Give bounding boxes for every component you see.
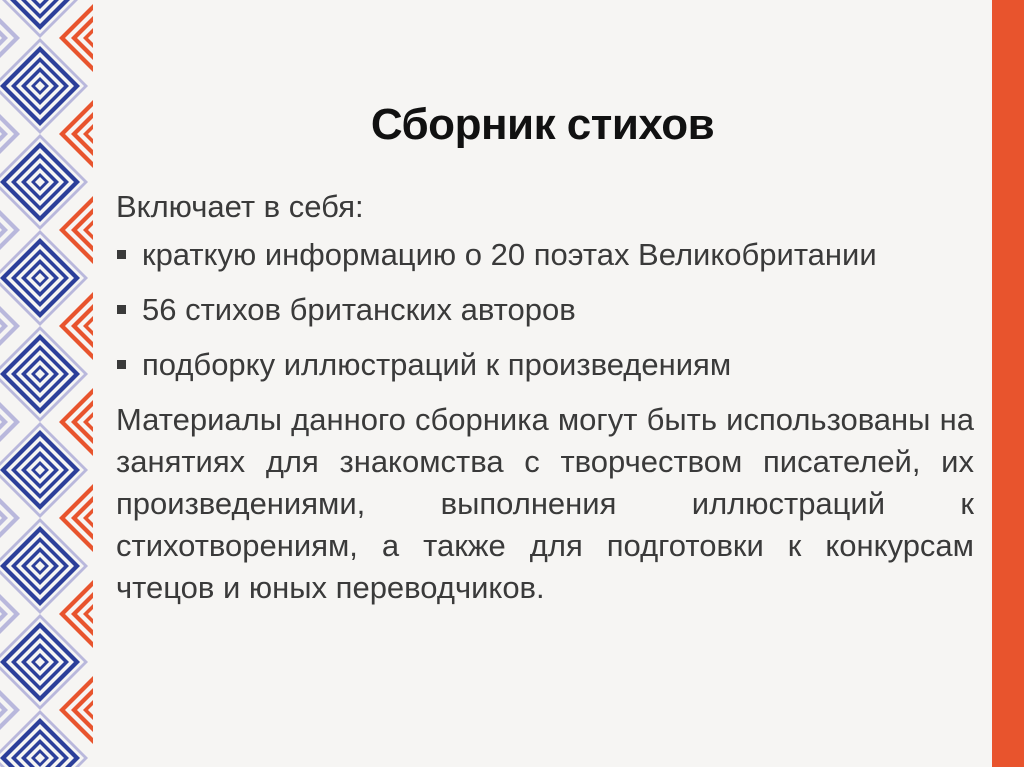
bullet-text: подборку иллюстраций к произведениям bbox=[142, 347, 732, 382]
description-text: Материалы данного сборника могут быть использованы на занятиях для знакомства с творчеством писателей, их произведениями, выполнения иллюстраций к стихотворениям, а также для подготовки к конкурсам чтецов и юных переводчиков. bbox=[116, 402, 974, 605]
bullet-item bbox=[116, 234, 974, 276]
intro-text: Включает в себя: bbox=[116, 189, 364, 224]
slide-title: Сборник стихов bbox=[370, 100, 715, 150]
ornament-pattern bbox=[0, 0, 93, 767]
ornament-border bbox=[0, 0, 93, 767]
bullet-item bbox=[116, 344, 974, 386]
square-bullet-icon bbox=[117, 250, 126, 259]
bullet-list bbox=[116, 234, 974, 386]
accent-stripe bbox=[992, 0, 1024, 767]
bullet-item bbox=[116, 289, 974, 331]
square-bullet-icon bbox=[117, 305, 126, 314]
bullet-text: 56 стихов британских авторов bbox=[142, 292, 576, 327]
square-bullet-icon bbox=[117, 360, 126, 369]
slide-content bbox=[116, 186, 974, 609]
bullet-text: краткую информацию о 20 поэтах Великобритании bbox=[142, 237, 877, 272]
